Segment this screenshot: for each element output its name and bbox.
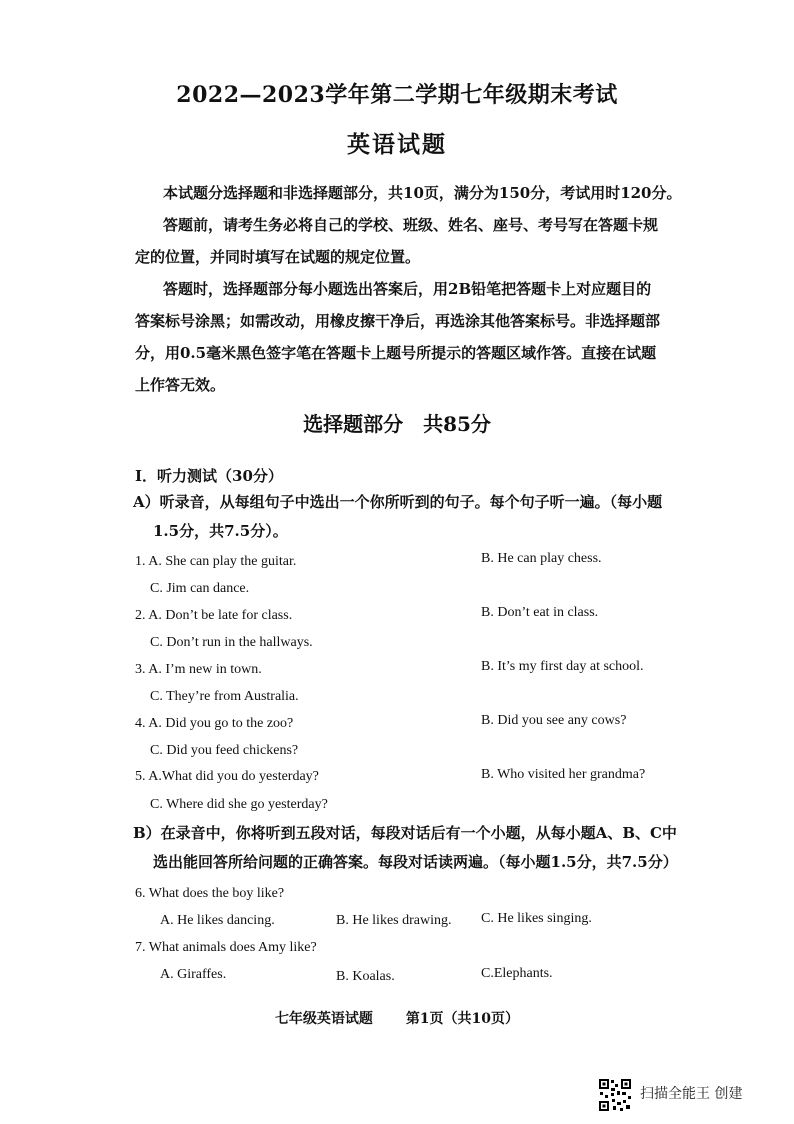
question-3-option-b: B. It’s my first day at school.: [481, 659, 644, 674]
question-6-stem: 6. What does the boy like?: [135, 886, 285, 901]
instruction-line: 定的位置，并同时填写在试题的规定位置。: [135, 248, 421, 266]
question-4-option-b: B. Did you see any cows?: [481, 713, 627, 728]
question-2-option-b: B. Don’t eat in class.: [481, 605, 599, 620]
part1-heading: Ⅰ．听力测试（30分）: [135, 467, 283, 485]
question-6-option-c: C. He likes singing.: [481, 911, 592, 926]
partB-instruction: 选出能回答所给问题的正确答案。每段对话读两遍。（每小题1.5分，共7.5分）: [153, 853, 678, 871]
question-6-option-b: B. He likes drawing.: [336, 913, 452, 928]
question-5-option-c: C. Where did she go yesterday?: [150, 797, 328, 812]
question-4-option-c: C. Did you feed chickens?: [150, 743, 299, 758]
page-footer: [0, 1008, 794, 1028]
instruction-line: 上作答无效。: [135, 376, 226, 394]
instruction-line: 分，用0.5毫米黑色签字笔在答题卡上题号所提示的答题区域作答。直接在试题: [135, 344, 657, 362]
question-3-option-a: 3. A. I’m new in town.: [135, 662, 262, 677]
question-3-option-c: C. They’re from Australia.: [150, 689, 299, 704]
question-4-option-a: 4. A. Did you go to the zoo?: [135, 716, 294, 731]
instruction-line: 答案标号涂黑；如需改动，用橡皮擦干净后，再选涂其他答案标号。非选择题部: [135, 312, 661, 330]
question-7-option-b: B. Koalas.: [336, 969, 395, 984]
partA-instruction: 1.5分，共7.5分）。: [153, 522, 288, 540]
question-6-option-a: A. He likes dancing.: [160, 913, 275, 928]
question-1-option-a: 1. A. She can play the guitar.: [135, 554, 297, 569]
question-5-option-a: 5. A.What did you do yesterday?: [135, 769, 319, 784]
exam-title: 2022—2023学年第二学期七年级期末考试: [176, 82, 618, 108]
instruction-line: 本试题分选择题和非选择题部分，共10页，满分为150分，考试用时120分。: [163, 184, 682, 202]
scanner-watermark: 扫描全能王 创建: [640, 1086, 743, 1102]
question-2-option-c: C. Don’t run in the hallways.: [150, 635, 313, 650]
qr-code-icon: [598, 1078, 632, 1112]
question-2-option-a: 2. A. Don’t be late for class.: [135, 608, 293, 623]
exam-subtitle: 英语试题: [347, 131, 447, 158]
instruction-line: 答题时，选择题部分每小题选出答案后，用2B铅笔把答题卡上对应题目的: [163, 280, 652, 298]
question-7-option-a: A. Giraffes.: [160, 967, 227, 982]
footer-subject: 七年级英语试题: [274, 1011, 373, 1027]
question-7-stem: 7. What animals does Amy like?: [135, 940, 317, 955]
partA-instruction: A）听录音，从每组句子中选出一个你所听到的句子。每个句子听一遍。（每小题: [133, 493, 663, 511]
question-5-option-b: B. Who visited her grandma?: [481, 767, 646, 782]
partB-instruction: B）在录音中，你将听到五段对话，每段对话后有一个小题，从每小题A、B、C中: [133, 824, 677, 842]
footer-page-number: 第1页（共10页）: [405, 1011, 520, 1027]
question-1-option-b: B. He can play chess.: [481, 551, 602, 566]
instruction-line: 答题前，请考生务必将自己的学校、班级、姓名、座号、考号写在答题卡规: [163, 216, 659, 234]
question-1-option-c: C. Jim can dance.: [150, 581, 250, 596]
section-title: 选择题部分 共85分: [303, 412, 491, 436]
question-7-option-c: C.Elephants.: [481, 966, 553, 981]
